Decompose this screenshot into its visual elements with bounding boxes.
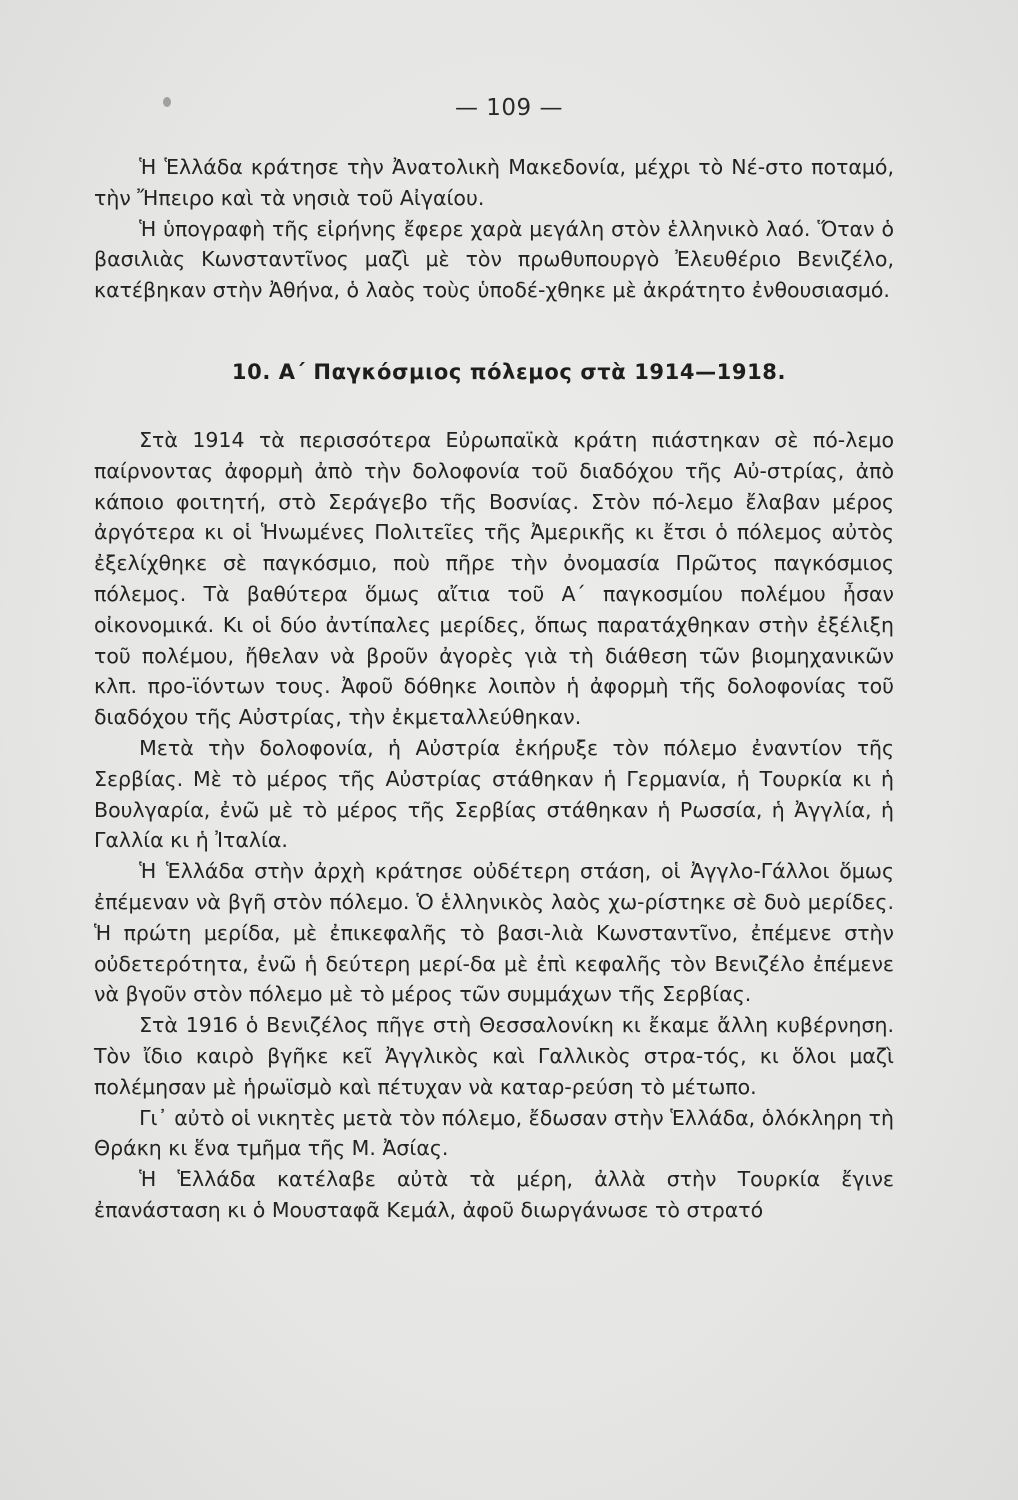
section-body	[94, 425, 894, 1226]
paragraph: Στὰ 1916 ὁ Βενιζέλος πῆγε στὴ Θεσσαλονίκη κι ἔκαμε ἄλλη κυβέρνηση. Τὸν ἴδιο καιρὸ βγῆκε κεῖ Ἀγγλικὸς καὶ Γαλλικὸς στρα-τός, κι ὅλοι μαζὶ πολέμησαν μὲ ἡρωϊσμὸ καὶ πέτυχαν νὰ καταρ-ρεύση τὸ μέτωπο.	[94, 1013, 894, 1099]
paragraph: Στὰ 1914 τὰ περισσότερα Εὐρωπαϊκὰ κράτη πιάστηκαν σὲ πό-λεμο παίρνοντας ἀφορμὴ ἀπὸ τὴν δολοφονία τοῦ διαδόχου τῆς Αὐ-στρίας, ἀπὸ κάποιο φοιτητή, στὸ Σεράγεβο τῆς Βοσνίας. Στὸν πό-λεμο ἔλαβαν μέρος ἀργότερα κι οἱ Ἡνωμένες Πολιτεῖες τῆς Ἀμερικῆς κι ἔτσι ὁ πόλεμος αὐτὸς ἐξελίχθηκε σὲ παγκόσμιο, ποὺ πῆρε τὴν ὀνομασία Πρῶτος παγκόσμιος πόλεμος. Τὰ βαθύτερα ὅμως αἴτια τοῦ Α΄ παγκοσμίου πολέμου ἦσαν οἰκονομικά. Κι οἱ δύο ἀντίπαλες μερίδες, ὅπως παρατάχθηκαν στὴν ἐξέλιξη τοῦ πολέμου, ἤθελαν νὰ βροῦν ἀγορὲς γιὰ τὴ διάθεση τῶν βιομηχανικῶν κλπ. προ-ϊόντων τους. Ἀφοῦ δόθηκε λοιπὸν ἡ ἀφορμὴ τῆς δολοφονίας τοῦ διαδόχου τῆς Αὐστρίας, τὴν ἐκμεταλλεύθηκαν.	[94, 428, 894, 730]
page-number: — 109 —	[454, 95, 564, 121]
paragraph: Γι᾿ αὐτὸ οἱ νικητὲς μετὰ τὸν πόλεμο, ἔδωσαν στὴν Ἑλλάδα, ὁλόκληρη τὴ Θράκη κι ἕνα τμῆμα τῆς Μ. Ἀσίας.	[94, 1105, 894, 1161]
paragraph: Ἡ Ἑλλάδα κράτησε τὴν Ἀνατολικὴ Μακεδονία, μέχρι τὸ Νέ-στο ποταμό, τὴν Ἤπειρο καὶ τὰ νησιὰ τοῦ Αἰγαίου.	[94, 155, 894, 210]
intro-text	[94, 152, 894, 306]
paragraph: Ἡ ὑπογραφὴ τῆς εἰρήνης ἔφερε χαρὰ μεγάλη στὸν ἑλληνικὸ λαό. Ὅταν ὁ βασιλιὰς Κωνσταντῖνος μαζὶ μὲ τὸν πρωθυπουργὸ Ἐλευθέριο Βενιζέλο, κατέβηκαν στὴν Ἀθήνα, ὁ λαὸς τοὺς ὑποδέ-χθηκε μὲ ἀκράτητο ἐνθουσιασμό.	[94, 216, 894, 303]
paragraph: Μετὰ τὴν δολοφονία, ἡ Αὐστρία ἐκήρυξε τὸν πόλεμο ἐναντίον τῆς Σερβίας. Μὲ τὸ μέρος τῆς Αὐστρίας στάθηκαν ἡ Γερμανία, ἡ Τουρκία κι ἡ Βουλγαρία, ἐνῶ μὲ τὸ μέρος τῆς Σερβίας στάθηκαν ἡ Ρωσσία, ἡ Ἀγγλία, ἡ Γαλλία κι ἡ Ἰταλία.	[94, 735, 894, 853]
section-heading: 10. Α΄ Παγκόσμιος πόλεμος στὰ 1914—1918.	[231, 360, 787, 384]
paragraph: Ἡ Ἑλλάδα στὴν ἀρχὴ κράτησε οὐδέτερη στάση, οἱ Ἀγγλο-Γάλλοι ὅμως ἐπέμεναν νὰ βγῆ στὸν πόλεμο. Ὁ ἑλληνικὸς λαὸς χω-ρίστηκε σὲ δυὸ μερίδες. Ἡ πρώτη μερίδα, μὲ ἐπικεφαλῆς τὸ βασι-λιὰ Κωνσταντῖνο, ἐπέμενε στὴν οὐδετερότητα, ἐνῶ ἡ δεύτερη μερί-δα μὲ ἐπὶ κεφαλῆς τὸν Βενιζέλο ἐπέμενε νὰ βγοῦν στὸν πόλεμο μὲ τὸ μέρος τῶν συμμάχων τῆς Σερβίας.	[94, 859, 894, 1007]
paragraph: Ἡ Ἑλλάδα κατέλαβε αὐτὰ τὰ μέρη, ἀλλὰ στὴν Τουρκία ἔγινε ἐπανάσταση κι ὁ Μουσταφᾶ Κεμάλ, ἀφοῦ διωργάνωσε τὸ στρατό	[94, 1167, 894, 1222]
